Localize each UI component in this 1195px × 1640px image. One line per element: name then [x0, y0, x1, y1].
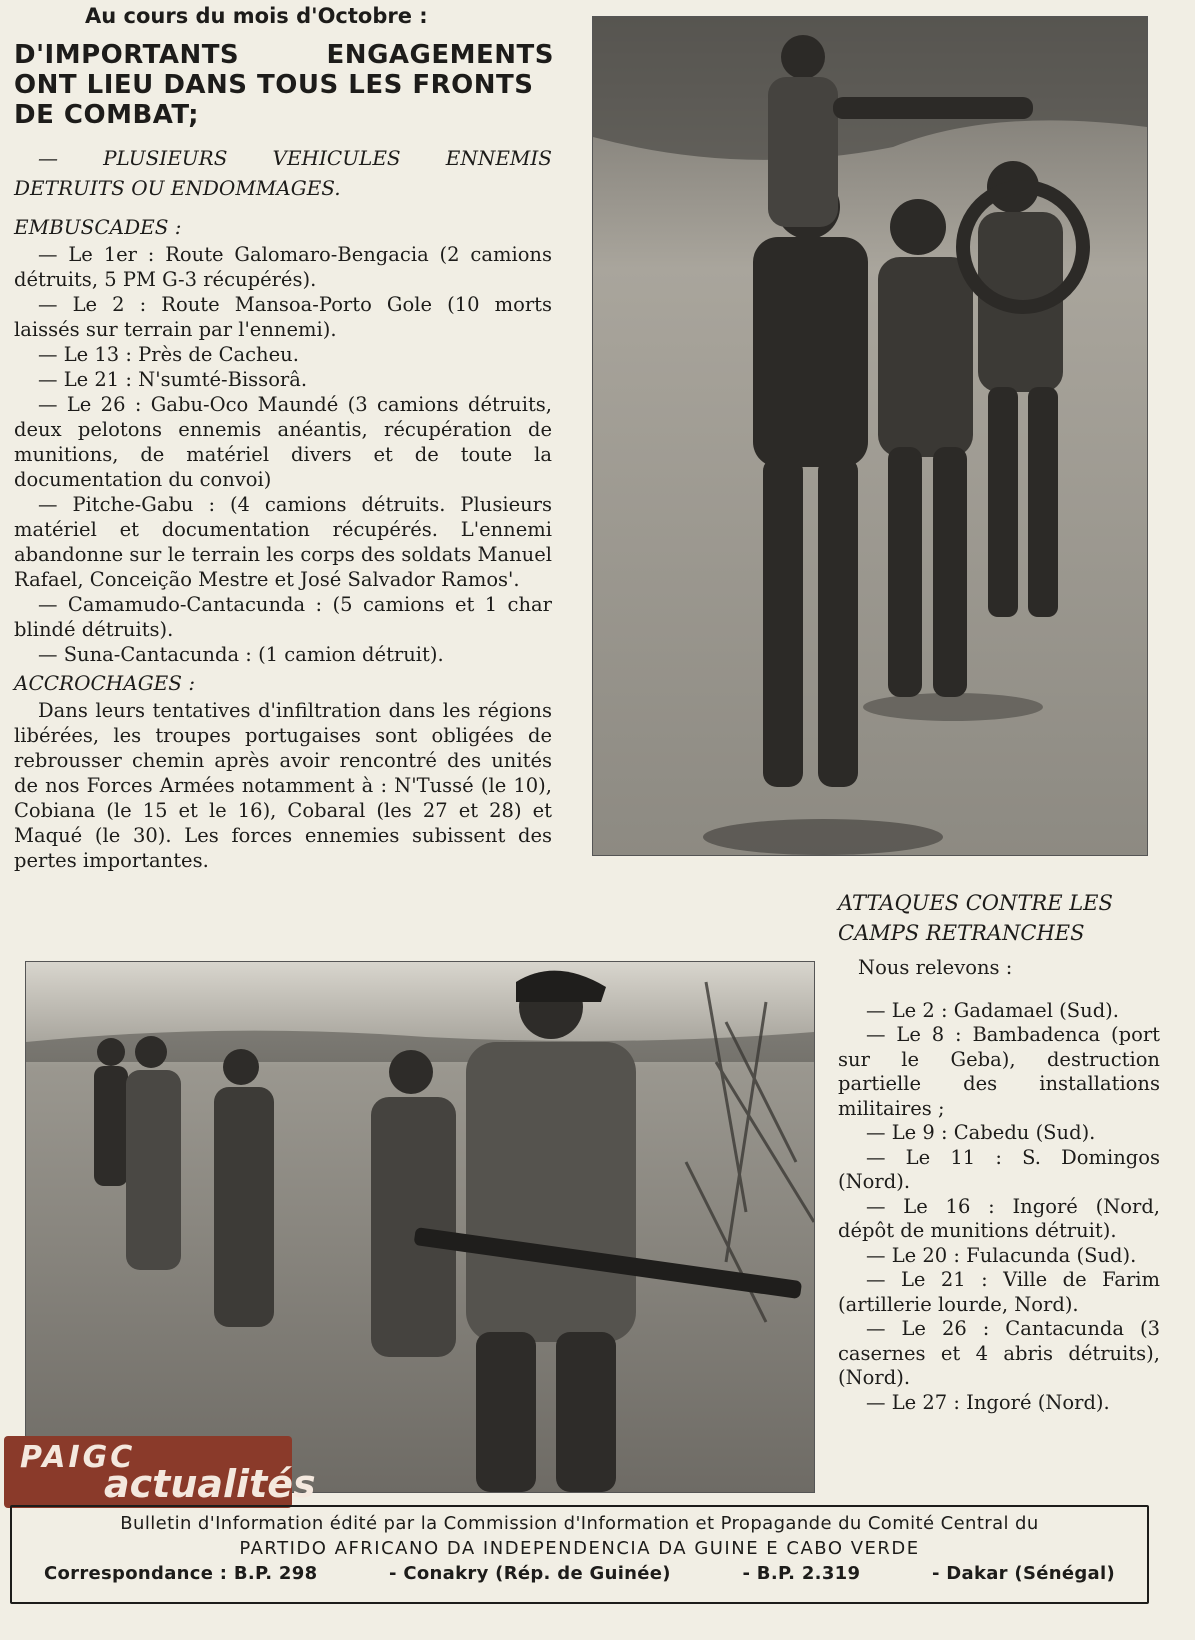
- embuscade-item: — Le 26 : Gabu-Oco Maundé (3 camions détruits, deux pelotons ennemis anéantis, récupération de munitions, de matériel divers et de toute la documentation du convoi): [14, 393, 552, 491]
- footer-line3: [12, 1561, 1147, 1586]
- attaque-item: — Le 16 : Ingoré (Nord, dépôt de munitions détruit).: [838, 1194, 1160, 1242]
- logo-line2: actualités: [104, 1462, 316, 1506]
- left-column: [14, 143, 552, 873]
- headline-line1-a: D'IMPORTANTS: [14, 40, 240, 70]
- embuscade-item: — Le 2 : Route Mansoa-Porto Gole (10 morts laissés sur terrain par l'ennemi).: [14, 293, 552, 341]
- photo-soldiers-patrol: [25, 961, 815, 1493]
- attaque-item: — Le 26 : Cantacunda (3 casernes et 4 abris détruits), (Nord).: [838, 1317, 1160, 1389]
- footer-line2: PARTIDO AFRICANO DA INDEPENDENCIA DA GUINE E CABO VERDE: [239, 1538, 920, 1559]
- photo-illustration: [593, 17, 1147, 855]
- logo-line1: PAIGC: [20, 1440, 136, 1475]
- attaques-title-2: CAMPS RETRANCHES: [838, 921, 1085, 945]
- kicker: Au cours du mois d'Octobre :: [85, 4, 428, 28]
- embuscades-title: EMBUSCADES :: [14, 215, 182, 239]
- attaque-item: — Le 2 : Gadamael (Sud).: [866, 998, 1119, 1022]
- accrochages-text: Dans leurs tentatives d'infiltration dans les régions libérées, les troupes portugaises sont obligées de rebrousser chemin après avoir rencontré des unités de nos Forces Armées notamment à : N'Tussé (le 10), Cobiana (le 15 et le 16), Cobaral (les 27 et 28) et Maqué (le 30). Les forces ennemies subissent des pertes importantes.: [14, 699, 552, 872]
- photo-soldiers-carrying-weapon: [592, 16, 1148, 856]
- paigc-actualites-logo: [4, 1436, 316, 1508]
- photo-illustration: [26, 962, 814, 1492]
- embuscade-item: — Le 21 : N'sumté-Bissorâ.: [38, 368, 308, 391]
- footer-box: [10, 1505, 1149, 1604]
- embuscade-item: — Le 1er : Route Galomaro-Bengacia (2 camions détruits, 5 PM G-3 récupérés).: [14, 243, 552, 291]
- attaques-title-1: ATTAQUES CONTRE LES: [838, 891, 1113, 915]
- attaque-item: — Le 11 : S. Domingos (Nord).: [838, 1145, 1160, 1193]
- footer-bp: - B.P. 2.319: [742, 1563, 861, 1584]
- headline: [14, 40, 554, 130]
- attaque-item: — Le 9 : Cabedu (Sud).: [866, 1121, 1096, 1144]
- attaque-item: — Le 8 : Bambadenca (port sur le Geba), destruction partielle des installations militaires ;: [838, 1023, 1160, 1120]
- headline-line1-b: ENGAGEMENTS: [326, 40, 554, 70]
- attaque-item: — Le 21 : Ville de Farim (artillerie lourde, Nord).: [838, 1268, 1160, 1316]
- footer-correspondance: Correspondance : B.P. 298: [44, 1563, 318, 1584]
- subhead: — PLUSIEURS VEHICULES ENNEMIS DETRUITS OU ENDOMMAGES.: [14, 146, 552, 200]
- attaques-intro: Nous relevons :: [858, 956, 1013, 979]
- embuscade-item: — Pitche-Gabu : (4 camions détruits. Plusieurs matériel et documentation récupérés. L'ennemi abandonne sur le terrain les corps des soldats Manuel Rafael, Conceição Mestre et José Salvador Ramos'.: [14, 493, 552, 591]
- headline-line2: ONT LIEU DANS TOUS LES FRONTS: [14, 70, 534, 100]
- attaque-item: — Le 27 : Ingoré (Nord).: [866, 1390, 1110, 1414]
- attaque-item: — Le 20 : Fulacunda (Sud).: [866, 1243, 1137, 1267]
- right-column: [838, 888, 1160, 1415]
- embuscade-item: — Camamudo-Cantacunda : (5 camions et 1 char blindé détruits).: [14, 593, 552, 641]
- embuscade-item: — Le 13 : Près de Cacheu.: [38, 343, 299, 366]
- accrochages-title: ACCROCHAGES :: [14, 671, 196, 695]
- footer-dakar: - Dakar (Sénégal): [931, 1563, 1115, 1584]
- embuscade-item: — Suna-Cantacunda : (1 camion détruit).: [38, 643, 444, 666]
- headline-line3: DE COMBAT;: [14, 100, 200, 130]
- footer-line1: Bulletin d'Information édité par la Commission d'Information et Propagande du Comité Central du: [120, 1513, 1039, 1534]
- footer-conakry: - Conakry (Rép. de Guinée): [389, 1563, 671, 1584]
